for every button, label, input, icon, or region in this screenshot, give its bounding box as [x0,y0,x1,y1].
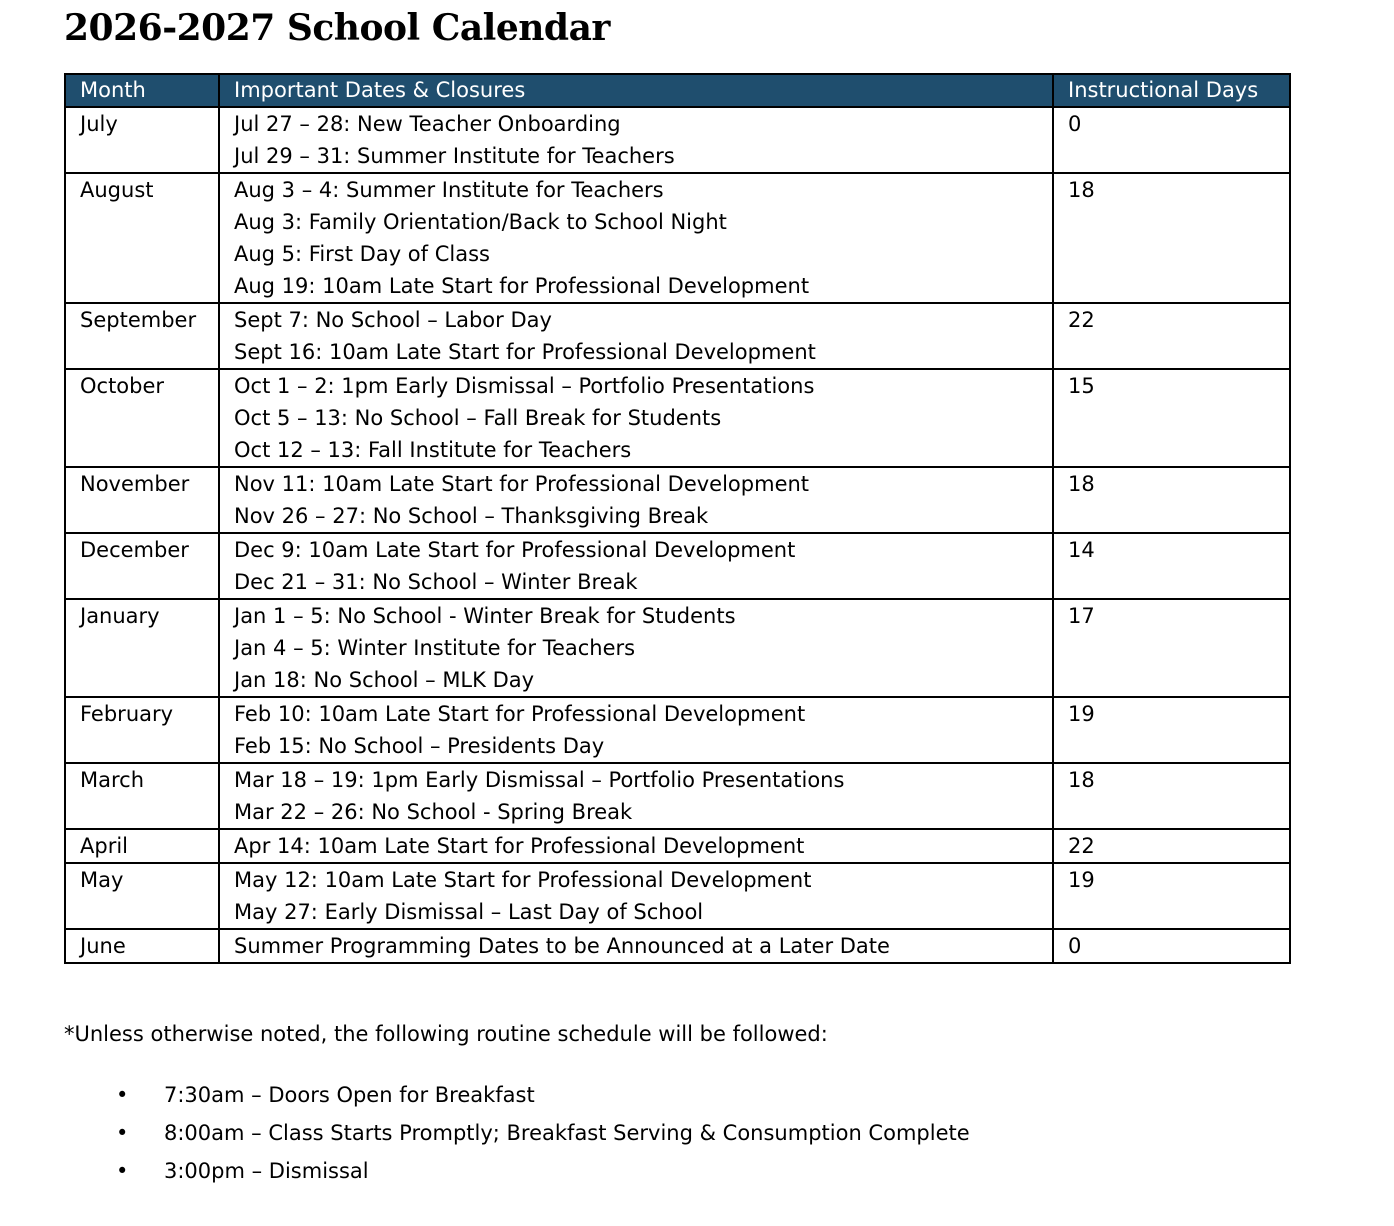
date-entry: Aug 19: 10am Late Start for Professional Development [234,274,810,298]
month-cell [65,863,219,929]
date-entry: Mar 22 – 26: No School - Spring Break [234,800,633,824]
days-cell [1053,107,1290,173]
date-entry: Jul 29 – 31: Summer Institute for Teachers [234,144,675,168]
date-entry: Feb 10: 10am Late Start for Professional Development [234,702,806,726]
date-entry: Dec 9: 10am Late Start for Professional Development [234,538,796,562]
bullet-icon: • [116,1083,129,1107]
days-cell [1053,929,1290,963]
instructional-days-value: 0 [1068,112,1082,136]
month-cell [65,173,219,303]
table-header-row [65,74,1290,107]
month-label: April [80,834,128,858]
dates-cell [219,697,1053,763]
month-label: August [80,178,154,202]
month-label: November [80,472,190,496]
table-row [65,763,1290,829]
month-label: December [80,538,189,562]
month-cell [65,763,219,829]
month-label: February [80,702,174,726]
days-cell [1053,533,1290,599]
schedule-item [64,1152,970,1190]
instructional-days-value: 14 [1068,538,1095,562]
date-entry: Sept 7: No School – Labor Day [234,308,552,332]
month-label: May [80,868,124,892]
instructional-days-value: 0 [1068,934,1082,958]
instructional-days-value: 17 [1068,604,1095,628]
month-cell [65,599,219,697]
table-row [65,467,1290,533]
schedule-item [64,1114,970,1152]
date-entry: Jan 4 – 5: Winter Institute for Teachers [234,636,636,660]
date-entry: Jan 1 – 5: No School - Winter Break for Students [234,604,736,628]
page-title: 2026-2027 School Calendar [64,7,610,49]
instructional-days-value: 15 [1068,374,1095,398]
schedule-item [64,1076,970,1114]
schedule-list [64,1076,970,1190]
date-entry: Apr 14: 10am Late Start for Professional Development [234,834,805,858]
month-cell [65,533,219,599]
header-dates: Important Dates & Closures [219,74,1053,107]
days-cell [1053,599,1290,697]
dates-cell [219,763,1053,829]
table-row [65,697,1290,763]
days-cell [1053,863,1290,929]
month-cell [65,107,219,173]
date-entry: Sept 16: 10am Late Start for Professional Development [234,340,816,364]
calendar-body [65,107,1290,963]
date-entry: Nov 26 – 27: No School – Thanksgiving Break [234,504,709,528]
instructional-days-value: 18 [1068,472,1095,496]
month-cell [65,697,219,763]
instructional-days-value: 18 [1068,768,1095,792]
instructional-days-value: 18 [1068,178,1095,202]
header-days: Instructional Days [1053,74,1290,107]
days-cell [1053,697,1290,763]
days-cell [1053,763,1290,829]
date-entry: Aug 5: First Day of Class [234,242,490,266]
date-entry: Aug 3 – 4: Summer Institute for Teachers [234,178,664,202]
date-entry: Jul 27 – 28: New Teacher Onboarding [234,112,621,136]
date-entry: Summer Programming Dates to be Announced at a Later Date [234,934,890,958]
table-row [65,303,1290,369]
instructional-days-value: 22 [1068,834,1095,858]
date-entry: Oct 1 – 2: 1pm Early Dismissal – Portfolio Presentations [234,374,815,398]
dates-cell [219,303,1053,369]
bullet-icon: • [116,1121,129,1145]
date-entry: Oct 5 – 13: No School – Fall Break for Students [234,406,722,430]
date-entry: Dec 21 – 31: No School – Winter Break [234,570,638,594]
dates-cell [219,599,1053,697]
schedule-item-text: 7:30am – Doors Open for Breakfast [164,1083,535,1107]
month-cell [65,829,219,863]
schedule-item-text: 3:00pm – Dismissal [164,1159,369,1183]
table-row [65,599,1290,697]
days-cell [1053,467,1290,533]
dates-cell [219,533,1053,599]
table-row [65,173,1290,303]
dates-cell [219,467,1053,533]
dates-cell [219,369,1053,467]
month-cell [65,467,219,533]
schedule-note: *Unless otherwise noted, the following routine schedule will be followed: [64,1022,828,1046]
instructional-days-value: 19 [1068,702,1095,726]
table-row [65,107,1290,173]
dates-cell [219,173,1053,303]
date-entry: Nov 11: 10am Late Start for Professional Development [234,472,810,496]
date-entry: Mar 18 – 19: 1pm Early Dismissal – Portfolio Presentations [234,768,845,792]
month-label: October [80,374,165,398]
table-row [65,369,1290,467]
month-label: July [80,112,118,136]
month-cell [65,929,219,963]
days-cell [1053,829,1290,863]
table-row [65,929,1290,963]
table-row [65,533,1290,599]
days-cell [1053,303,1290,369]
calendar-table [64,73,1291,964]
month-label: March [80,768,145,792]
month-label: January [80,604,160,628]
date-entry: May 12: 10am Late Start for Professional Development [234,868,812,892]
table-row [65,829,1290,863]
dates-cell [219,829,1053,863]
table-row [65,863,1290,929]
bullet-icon: • [116,1159,129,1183]
month-label: June [80,934,126,958]
instructional-days-value: 19 [1068,868,1095,892]
schedule-item-text: 8:00am – Class Starts Promptly; Breakfast Serving & Consumption Complete [164,1121,970,1145]
dates-cell [219,863,1053,929]
month-label: September [80,308,197,332]
days-cell [1053,369,1290,467]
date-entry: Aug 3: Family Orientation/Back to School Night [234,210,727,234]
month-cell [65,303,219,369]
instructional-days-value: 22 [1068,308,1095,332]
dates-cell [219,107,1053,173]
date-entry: Oct 12 – 13: Fall Institute for Teachers [234,438,632,462]
dates-cell [219,929,1053,963]
days-cell [1053,173,1290,303]
date-entry: Feb 15: No School – Presidents Day [234,734,605,758]
month-cell [65,369,219,467]
date-entry: Jan 18: No School – MLK Day [234,668,535,692]
date-entry: May 27: Early Dismissal – Last Day of School [234,900,704,924]
header-month: Month [65,74,219,107]
